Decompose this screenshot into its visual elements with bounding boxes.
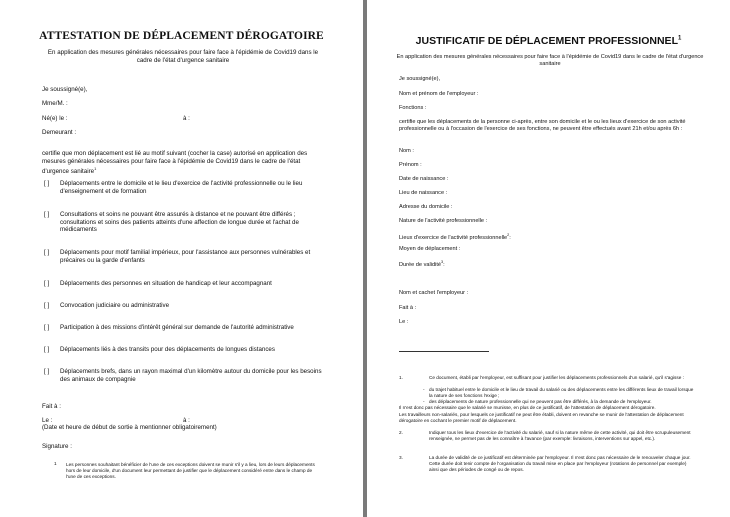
footnote-1-line: Ce document, établi par l'employeur, est suffisant pour justifier les déplacements professionnels d'un salarié, qu'il s'agisse : (429, 375, 684, 380)
birth-date-field[interactable]: Né(e) le : (42, 115, 68, 122)
option-label: Déplacements entre le domicile et le lieu d'exercice de l'activité professionnelle ou le lieu d'enseignement et de formation (60, 180, 303, 195)
checkbox-pets[interactable]: [ ] (44, 368, 50, 375)
home-address-field[interactable]: Adresse du domicile : (399, 204, 453, 210)
done-at-field[interactable]: Fait à : (42, 403, 61, 410)
option-label: Déplacements liés à des transits pour des déplacements de longues distances (60, 346, 275, 353)
certify-text: certifie que mon déplacement est lié au motif suivant (cocher la case) autorisé en application des mesures générales nécessaires pour faire face à l'épidémie de Covid19 dans le cadre de l'état d'urgence sanitaire$^1$ (42, 150, 308, 176)
address-field[interactable]: Demeurant : (42, 129, 77, 136)
checkbox-general-interest[interactable]: [ ] (44, 324, 50, 331)
validity-field[interactable]: Durée de validité$^3$: (399, 260, 445, 268)
employer-name-field[interactable]: Nom et prénom de l'employeur : (399, 91, 479, 97)
option-label: Participation à des missions d'intérêt général sur demande de l'autorité administrative (60, 324, 294, 331)
option-label: Convocation judiciaire ou administrative (60, 302, 170, 309)
footnote-text: Les personnes souhaitant bénéficier de l'une de ces exceptions doivent se munir s'il y a lieu, lors de leurs déplacements hors de leur domicile, d'un document leur permettant de justifier que le déplacement considéré entre dans le champ de l'une de ces exceptions. (66, 462, 315, 479)
bullet-icon: - (423, 387, 425, 392)
footnote-1-line: du trajet habituel entre le domicile et le lieu de travail du salarié ou des déplacements entre les différents lieux de travail lorsque la nature de ses fonctions l'exige ; (429, 387, 694, 398)
functions-field[interactable]: Fonctions : (399, 105, 427, 111)
footnote-separator (399, 351, 489, 352)
date-field[interactable]: Le : (42, 417, 53, 424)
option-label: Déplacements des personnes en situation de handicap et leur accompagnant (60, 280, 272, 287)
undersigned-label: Je soussigné(e), (42, 86, 88, 93)
first-name-field[interactable]: Prénom : (399, 162, 422, 168)
footnote-1-line: des déplacements de nature professionnelle qui ne peuvent pas être différés, à la demande de l'employeur. (429, 399, 652, 404)
footnote-3-number: 3. (399, 455, 403, 460)
checkbox-family[interactable]: [ ] (44, 249, 50, 256)
bullet-icon: - (423, 399, 425, 404)
workplaces-field[interactable]: Lieux d'exercice de l'activité professionnelle$^2$: (399, 233, 511, 241)
option-label: Déplacements brefs, dans un rayon maximal d'un kilomètre autour du domicile pour les besoins des animaux de compagnie (60, 368, 322, 383)
employer-stamp-field[interactable]: Nom et cachet l'employeur : (399, 290, 469, 296)
certify-text: certifie que les déplacements de la personne ci-après, entre son domicile et le ou les lieux d'exercice de son activité professionnelle ou à l'occasion de l'exercice de ses fonctions, ne peuvent être effectués avant 21h et/ou après 6h : (399, 119, 686, 132)
footnote-1-line: Les travailleurs non-salariés, pour lesquels ce justificatif ne peut être établi, doivent en revanche se munir de l'attestation de déplacement dérogatoire en cochant le premier motif de déplacement. (399, 412, 684, 423)
checkbox-handicap[interactable]: [ ] (44, 280, 50, 287)
attestation-page (0, 0, 363, 517)
last-name-field[interactable]: Nom : (399, 148, 414, 154)
attestation-title: ATTESTATION DE DÉPLACEMENT DÉROGATOIRE (39, 30, 324, 42)
footnote-1-line: Il n'est donc pas nécessaire que le salarié se munisse, en plus de ce justificatif, de l'attestation de déplacement dérogatoire. (399, 405, 656, 410)
option-label: Consultations et soins ne pouvant être assurés à distance et ne pouvant être différés ; consultations et soins des patients atteints d'une affection de longue durée et l'achat de médicaments (60, 211, 299, 234)
signature-field[interactable]: Signature : (42, 443, 72, 450)
footnote-1-number: 1. (399, 375, 403, 380)
birth-place-field[interactable]: Lieu de naissance : (399, 190, 448, 196)
option-label: Déplacements pour motif familial impérieux, pour l'assistance aux personnes vulnérables et précaires ou la garde d'enfants (60, 249, 311, 264)
done-at-field[interactable]: Fait à : (399, 305, 417, 311)
justificatif-intro: En application des mesures générales nécessaires pour faire face à l'épidémie de Covid19 dans le cadre de l'état d'urgence sanitaire (396, 54, 704, 67)
transport-field[interactable]: Moyen de déplacement : (399, 246, 461, 252)
checkbox-work[interactable]: [ ] (44, 180, 50, 187)
attestation-intro: En application des mesures générales nécessaires pour faire face à l'épidémie de Covid19 dans le cadre de l'état d'urgence sanitaire (47, 49, 319, 64)
footnote-mark: 1 (54, 461, 57, 466)
checkbox-health[interactable]: [ ] (44, 211, 50, 218)
birth-place-field[interactable]: à : (183, 115, 190, 122)
activity-field[interactable]: Nature de l'activité professionnelle : (399, 218, 488, 224)
undersigned-label: Je soussigné(e), (399, 76, 441, 82)
checkbox-transit[interactable]: [ ] (44, 346, 50, 353)
name-field[interactable]: Mme/M. : (42, 100, 68, 107)
birth-date-field[interactable]: Date de naissance : (399, 176, 449, 182)
checkbox-judicial[interactable]: [ ] (44, 302, 50, 309)
justificatif-page (367, 0, 730, 517)
footnote-2-text: Indiquer tous les lieux d'exercice de l'activité du salarié, sauf si la nature même de cette activité, qui doit être scrupuleusement renseignée, ne permet pas de les connaître à l'avance (par exemple: livraisons, interventions sur appel, etc.). (429, 430, 691, 441)
date-field[interactable]: Le : (399, 319, 409, 325)
footnote-3-text: La durée de validité de ce justificatif est déterminée par l'employeur. Il n'est donc pas nécessaire de le renouveler chaque jour. Cette durée doit tenir compte de l'organisation du travail mise en place par l'employeur (rotations de personnel par exemple) ainsi que des périodes de congé ou de repos. (429, 455, 691, 472)
date-hint: (Date et heure de début de sortie à mentionner obligatoirement) (42, 424, 217, 431)
justificatif-title: JUSTIFICATIF DE DÉPLACEMENT PROFESSIONNEL$^1$ (415, 35, 682, 47)
time-field[interactable]: à : (183, 417, 190, 424)
footnote-2-number: 2. (399, 430, 403, 435)
